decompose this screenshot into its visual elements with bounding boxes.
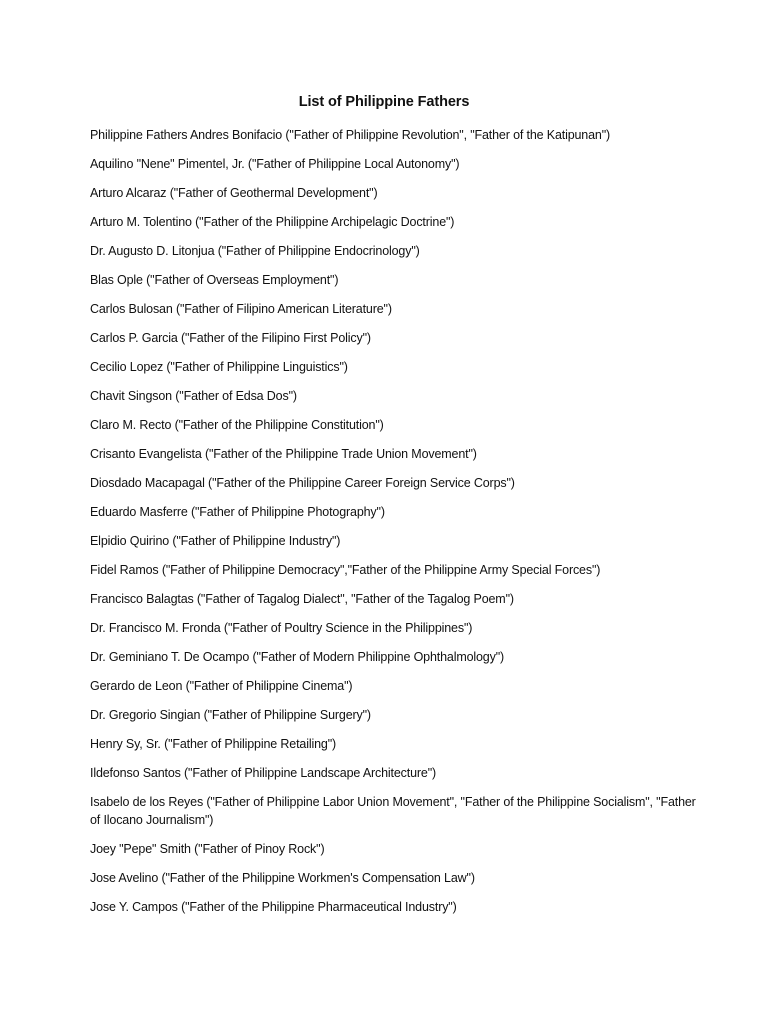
list-item: Crisanto Evangelista ("Father of the Philippine Trade Union Movement") (90, 447, 477, 461)
list-item: Eduardo Masferre ("Father of Philippine Photography") (90, 505, 385, 519)
list-item: Aquilino "Nene" Pimentel, Jr. ("Father of Philippine Local Autonomy") (90, 157, 460, 171)
list-item: Ildefonso Santos ("Father of Philippine Landscape Architecture") (90, 766, 437, 780)
list-item: Francisco Balagtas ("Father of Tagalog Dialect", "Father of the Tagalog Poem") (90, 592, 514, 606)
list-item: Cecilio Lopez ("Father of Philippine Linguistics") (90, 360, 348, 374)
list-item: Carlos P. Garcia ("Father of the Filipino First Policy") (90, 331, 371, 345)
list-item: Diosdado Macapagal ("Father of the Philippine Career Foreign Service Corps") (90, 476, 515, 490)
list-item: Joey "Pepe" Smith ("Father of Pinoy Rock") (90, 842, 325, 856)
list-item: Dr. Gregorio Singian ("Father of Philippine Surgery") (90, 708, 371, 722)
page-title: List of Philippine Fathers (298, 94, 470, 110)
list-item: Henry Sy, Sr. ("Father of Philippine Retailing") (90, 737, 336, 751)
list-item: Philippine Fathers Andres Bonifacio ("Father of Philippine Revolution", "Father of the Katipunan") (90, 128, 611, 142)
fathers-list (90, 126, 700, 927)
list-item: Blas Ople ("Father of Overseas Employment") (90, 273, 339, 287)
list-item: Chavit Singson ("Father of Edsa Dos") (90, 389, 297, 403)
list-item: Jose Avelino ("Father of the Philippine Workmen's Compensation Law") (90, 871, 475, 885)
list-item: Arturo Alcaraz ("Father of Geothermal Development") (90, 186, 378, 200)
list-item: Claro M. Recto ("Father of the Philippine Constitution") (90, 418, 384, 432)
list-item: Dr. Augusto D. Litonjua ("Father of Philippine Endocrinology") (90, 244, 420, 258)
list-item: Dr. Francisco M. Fronda ("Father of Poultry Science in the Philippines") (90, 621, 473, 635)
list-item: Isabelo de los Reyes ("Father of Philippine Labor Union Movement", "Father of the Philippine Socialism", "Father of Ilocano Journalism") (90, 795, 696, 827)
list-item: Fidel Ramos ("Father of Philippine Democracy","Father of the Philippine Army Special Forces") (90, 563, 601, 577)
list-item: Gerardo de Leon ("Father of Philippine Cinema") (90, 679, 353, 693)
list-item: Carlos Bulosan ("Father of Filipino American Literature") (90, 302, 392, 316)
list-item: Elpidio Quirino ("Father of Philippine Industry") (90, 534, 341, 548)
list-item: Jose Y. Campos ("Father of the Philippine Pharmaceutical Industry") (90, 900, 457, 914)
list-item: Arturo M. Tolentino ("Father of the Philippine Archipelagic Doctrine") (90, 215, 455, 229)
list-item: Dr. Geminiano T. De Ocampo ("Father of Modern Philippine Ophthalmology") (90, 650, 505, 664)
